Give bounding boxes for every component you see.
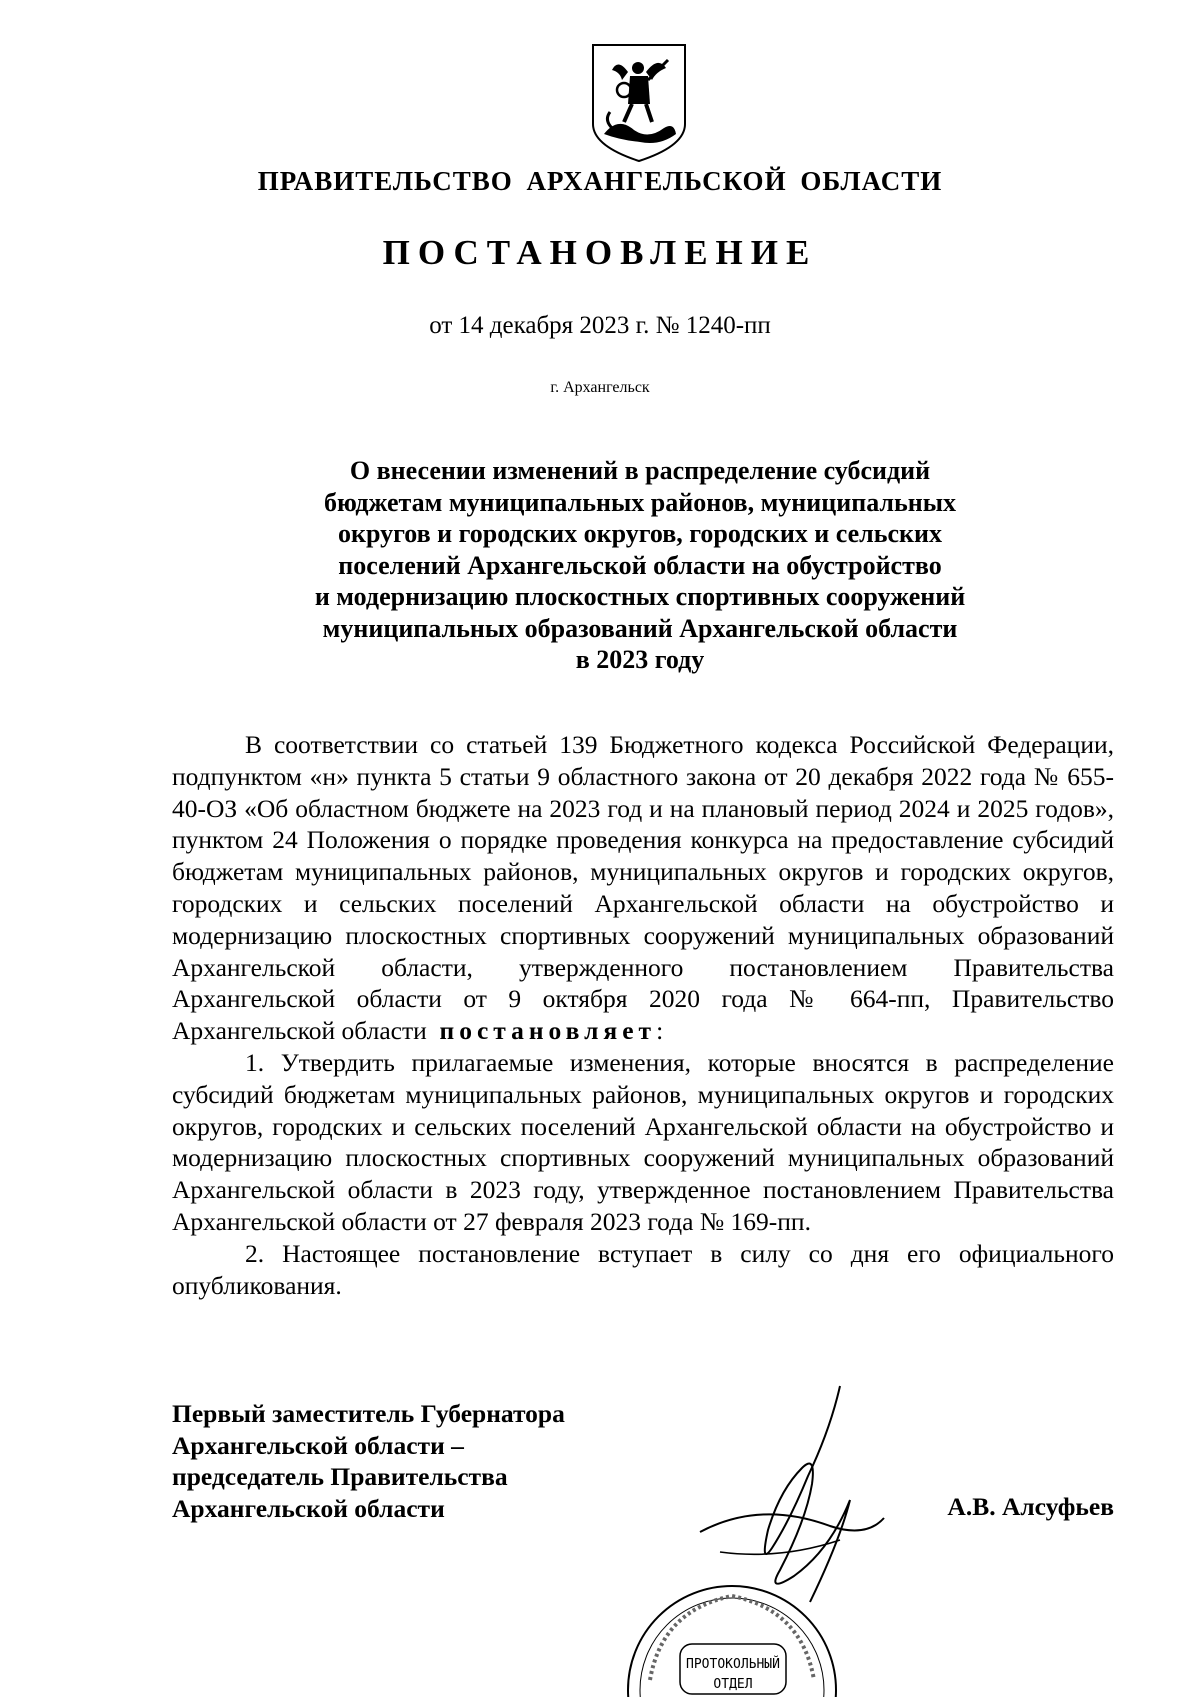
subject-line: О внесении изменений в распределение субсидий (349, 456, 931, 485)
signatory-name: А.В. Алсуфьев (947, 1492, 1114, 1521)
body-paragraph-item-2: 2. Настоящее постановление вступает в силу со дня его официального опубликования. (172, 1238, 1114, 1300)
coat-of-arms-icon (590, 42, 688, 164)
stamp-text-line1: ПРОТОКОЛЬНЫЙ (686, 1657, 780, 1672)
subject-line: округов и городских округов, городских и сельских (337, 519, 943, 548)
body-paragraph-item-1: 1. Утвердить прилагаемые изменения, которые вносятся в распределение субсидий бюджетам муниципальных районов, муниципальных округов и городских округов, городских и сельских поселений Архангельской области на обустройство и модернизацию плоскостных спортивных сооружений муниципальных образований Архангельской области в 2023 году, утвержденное постановлением Правительства Архангельской области от 27 февраля 2023 года № 169-пп. (172, 1047, 1114, 1236)
document-type-title: ПОСТАНОВЛЕНИЕ (382, 233, 818, 272)
subject-line: в 2023 году (575, 645, 705, 674)
signatory-position-line: Архангельской области – (172, 1430, 464, 1460)
preamble-text: В соответствии со статьей 139 Бюджетного кодекса Российской Федерации, подпунктом «н» пункта 5 статьи 9 областного закона от 20 декабря 2022 года № 655-40-ОЗ «Об областном бюджете на 2023 год и на плановый период 2024 и 2025 годов», пунктом 24 Положения о порядке проведения конкурса на предоставление субсидий бюджетам муниципальных районов, муниципальных округов и городских округов, городских и сельских поселений Архангельской области на обустройство и модернизацию плоскостных спортивных сооружений муниципальных образований Архангельской области, утвержденного постановлением Правительства Архангельской области от 9 октября 2020 года № 664-пп, Правительство Архангельской области (172, 730, 1114, 1046)
document-subject (200, 455, 1080, 676)
signatory-position-line: Архангельской области (172, 1493, 445, 1523)
subject-line: бюджетам муниципальных районов, муниципальных (323, 487, 957, 517)
subject-line: муниципальных образований Архангельской области (322, 613, 958, 643)
government-title: ПРАВИТЕЛЬСТВО АРХАНГЕЛЬСКОЙ ОБЛАСТИ (257, 166, 943, 196)
stamp-text-line2: ОТДЕЛ (713, 1677, 753, 1692)
document-city: г. Архангельск (550, 379, 650, 396)
signatory-position (172, 1398, 565, 1524)
body-paragraph-preamble (172, 729, 1114, 1047)
stamp-seal-icon (622, 1560, 842, 1697)
subject-line: поселений Архангельской области на обустройство (338, 550, 942, 580)
signatory-position-line: председатель Правительства (172, 1462, 508, 1491)
subject-line: и модернизацию плоскостных спортивных сооружений (314, 582, 966, 611)
document-date-number: от 14 декабря 2023 г. № 1240-пп (429, 312, 771, 339)
resolves-word: постановляет (439, 1016, 657, 1046)
resolves-colon: : (656, 1016, 664, 1046)
signatory-position-line: Первый заместитель Губернатора (172, 1399, 565, 1428)
document-body (172, 729, 1114, 1301)
